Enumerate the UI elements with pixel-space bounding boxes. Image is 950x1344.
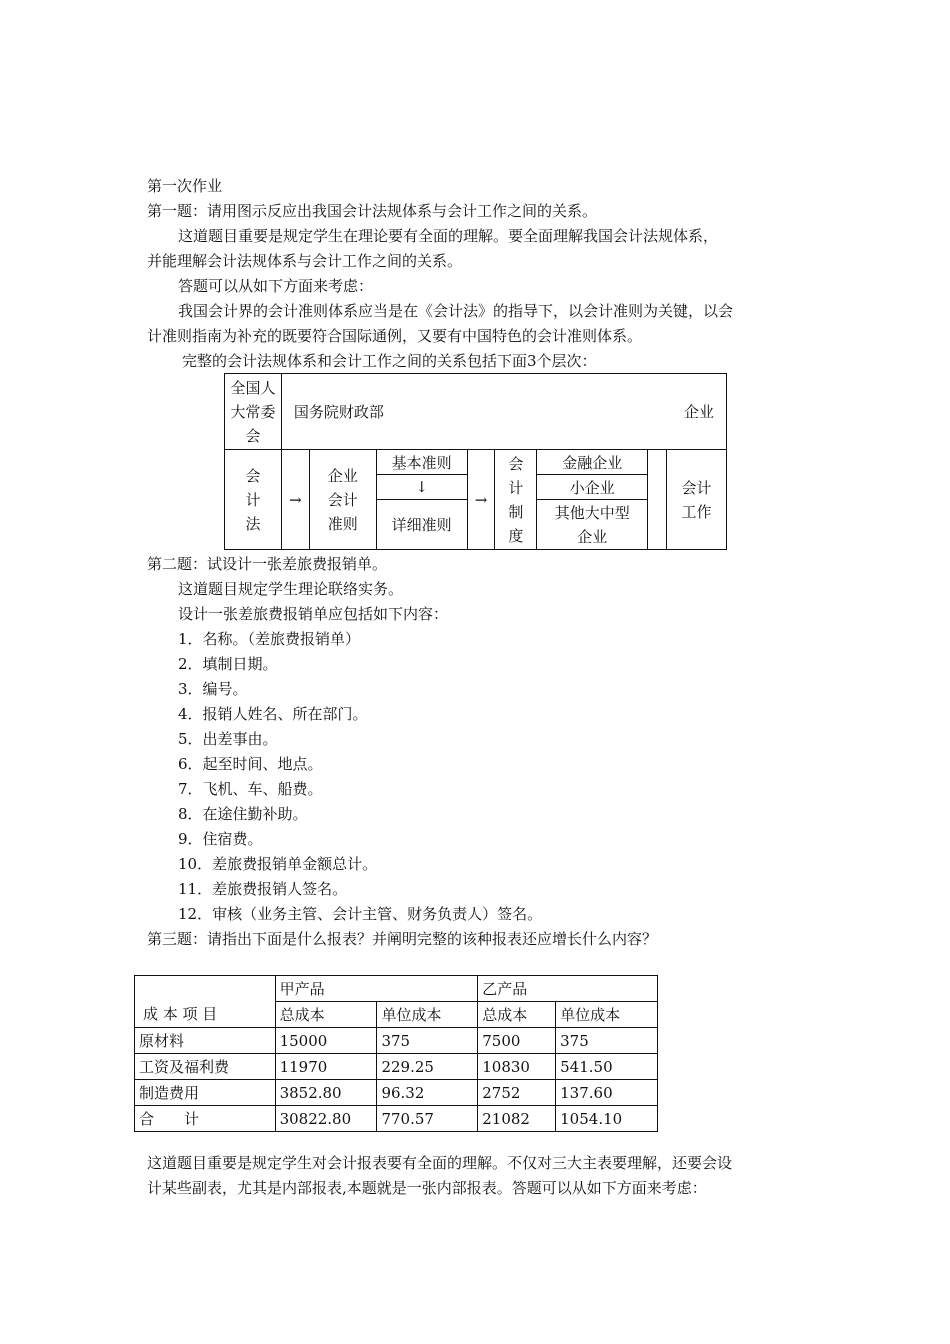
list-item: 12．审核（业务主管、会计主管、财务负责人）签名。 — [178, 905, 543, 923]
cell-value: 137.60 — [556, 1080, 658, 1106]
cell-value: 7500 — [478, 1028, 556, 1054]
q1-paragraph-1b: 并能理解会计法规体系与会计工作之间的关系。 — [147, 252, 463, 270]
cell-value: 375 — [556, 1028, 658, 1054]
q3-question: 第三题：请指出下面是什么报表？并阐明完整的该种报表还应增长什么内容？ — [147, 930, 658, 948]
cell-value: 375 — [377, 1028, 478, 1054]
top-left-line-1: 全国人 — [230, 378, 276, 397]
row-item: 工资及福利费 — [135, 1054, 276, 1080]
law-char-1: 会 — [245, 466, 261, 485]
list-item: 10．差旅费报销单金额总计。 — [178, 855, 378, 873]
top-left-line-2: 大常委 — [230, 402, 276, 421]
row-item: 原材料 — [135, 1028, 276, 1054]
row-item: 合 计 — [135, 1106, 276, 1132]
ministry-label: 国务院财政部 — [293, 403, 384, 421]
table-row — [135, 1054, 658, 1080]
sub-header: 单位成本 — [556, 1002, 658, 1028]
cell-value: 1054.10 — [556, 1106, 658, 1132]
cell-value: 21082 — [478, 1106, 556, 1132]
cell-value: 229.25 — [377, 1054, 478, 1080]
cell-value: 3852.80 — [275, 1080, 377, 1106]
product-a-header: 甲产品 — [275, 976, 478, 1002]
q1-paragraph-2: 答题可以从如下方面来考虑： — [178, 277, 374, 295]
diagram-top-right-cell — [281, 374, 726, 450]
page-title: 第一次作业 — [147, 177, 223, 195]
q2-paragraph-2: 设计一张差旅费报销单应包括如下内容： — [178, 605, 449, 623]
other-line-1: 其他大中型 — [554, 503, 630, 522]
table-row — [135, 1080, 658, 1106]
q3-paragraph-1a: 这道题目重要是规定学生对会计报表要有全面的理解。不仅对三大主表要理解，还要会设 — [147, 1154, 733, 1172]
cell-value: 15000 — [275, 1028, 377, 1054]
q1-paragraph-4: 完整的会计法规体系和会计工作之间的关系包括下面3个层次： — [182, 352, 597, 370]
top-left-line-3: 会 — [245, 426, 261, 445]
law-system-diagram — [224, 373, 727, 550]
list-item: 11．差旅费报销人签名。 — [178, 880, 348, 898]
standards-line-1: 企业 — [327, 466, 358, 485]
list-item: 7．飞机、车、船费。 — [178, 780, 323, 798]
small-enterprise-cell: 小企业 — [537, 475, 648, 500]
cell-value: 96.32 — [377, 1080, 478, 1106]
list-item: 9．住宿费。 — [178, 830, 263, 848]
list-item: 3．编号。 — [178, 680, 248, 698]
standards-line-2: 会计 — [327, 490, 358, 509]
enterprise-label: 企业 — [683, 403, 714, 421]
q2-paragraph-1: 这道题目规定学生理论联络实务。 — [178, 580, 404, 598]
q3-paragraph-1b: 计某些副表，尤其是内部报表,本题就是一张内部报表。答题可以从如下方面来考虑： — [147, 1179, 707, 1197]
arrow-right-icon: → — [281, 450, 309, 550]
law-char-3: 法 — [245, 514, 261, 533]
cell-value: 10830 — [478, 1054, 556, 1080]
system-char-1: 会 — [508, 454, 524, 473]
list-item: 5．出差事由。 — [178, 730, 278, 748]
arrow-right-icon: → — [467, 450, 495, 550]
q1-paragraph-3b: 计准则指南为补充的既要符合国际通例，又要有中国特色的会计准则体系。 — [147, 327, 643, 345]
cell-value: 541.50 — [556, 1054, 658, 1080]
work-line-2: 工作 — [681, 502, 712, 521]
list-item: 2．填制日期。 — [178, 655, 278, 673]
arrow-down-icon: ↓ — [376, 475, 467, 500]
list-item: 4．报销人姓名、所在部门。 — [178, 705, 368, 723]
q1-paragraph-3a: 我国会计界的会计准则体系应当是在《会计法》的指导下，以会计准则为关键，以会 — [178, 302, 734, 320]
sub-header: 总成本 — [275, 1002, 377, 1028]
law-char-2: 计 — [245, 490, 261, 509]
cell-value: 2752 — [478, 1080, 556, 1106]
list-item: 6．起至时间、地点。 — [178, 755, 323, 773]
sub-header: 单位成本 — [377, 1002, 478, 1028]
q1-paragraph-1a: 这道题目重要是规定学生在理论要有全面的理解。要全面理解我国会计法规体系， — [178, 227, 719, 245]
table-row — [135, 1106, 658, 1132]
other-enterprise-cell — [537, 500, 648, 550]
accounting-system-cell — [495, 450, 537, 550]
cost-table — [134, 975, 658, 1132]
system-char-3: 制 — [508, 502, 524, 521]
other-line-2: 企业 — [577, 527, 608, 546]
list-item: 1．名称。（差旅费报销单） — [178, 630, 361, 648]
accounting-law-cell — [225, 450, 282, 550]
accounting-work-cell — [667, 450, 727, 550]
diagram-spacer-cell — [648, 450, 667, 550]
system-char-4: 度 — [508, 526, 524, 545]
sub-header: 总成本 — [478, 1002, 556, 1028]
work-line-1: 会计 — [681, 478, 712, 497]
system-char-2: 计 — [508, 478, 524, 497]
diagram-top-left — [225, 374, 282, 450]
row-item: 制造费用 — [135, 1080, 276, 1106]
cell-value: 30822.80 — [275, 1106, 377, 1132]
table-row — [135, 1028, 658, 1054]
q1-question: 第一题：请用图示反应出我国会计法规体系与会计工作之间的关系。 — [147, 202, 598, 220]
enterprise-standards-cell — [309, 450, 376, 550]
corner-header: 成 本 项 目 — [135, 976, 276, 1028]
standards-line-3: 准则 — [327, 514, 358, 533]
list-item: 8．在途住勤补助。 — [178, 805, 308, 823]
q2-question: 第二题：试设计一张差旅费报销单。 — [147, 555, 388, 573]
cell-value: 770.57 — [377, 1106, 478, 1132]
detailed-standard-cell: 详细准则 — [376, 500, 467, 550]
basic-standard-cell: 基本准则 — [376, 450, 467, 475]
finance-enterprise-cell: 金融企业 — [537, 450, 648, 475]
product-b-header: 乙产品 — [478, 976, 658, 1002]
cell-value: 11970 — [275, 1054, 377, 1080]
